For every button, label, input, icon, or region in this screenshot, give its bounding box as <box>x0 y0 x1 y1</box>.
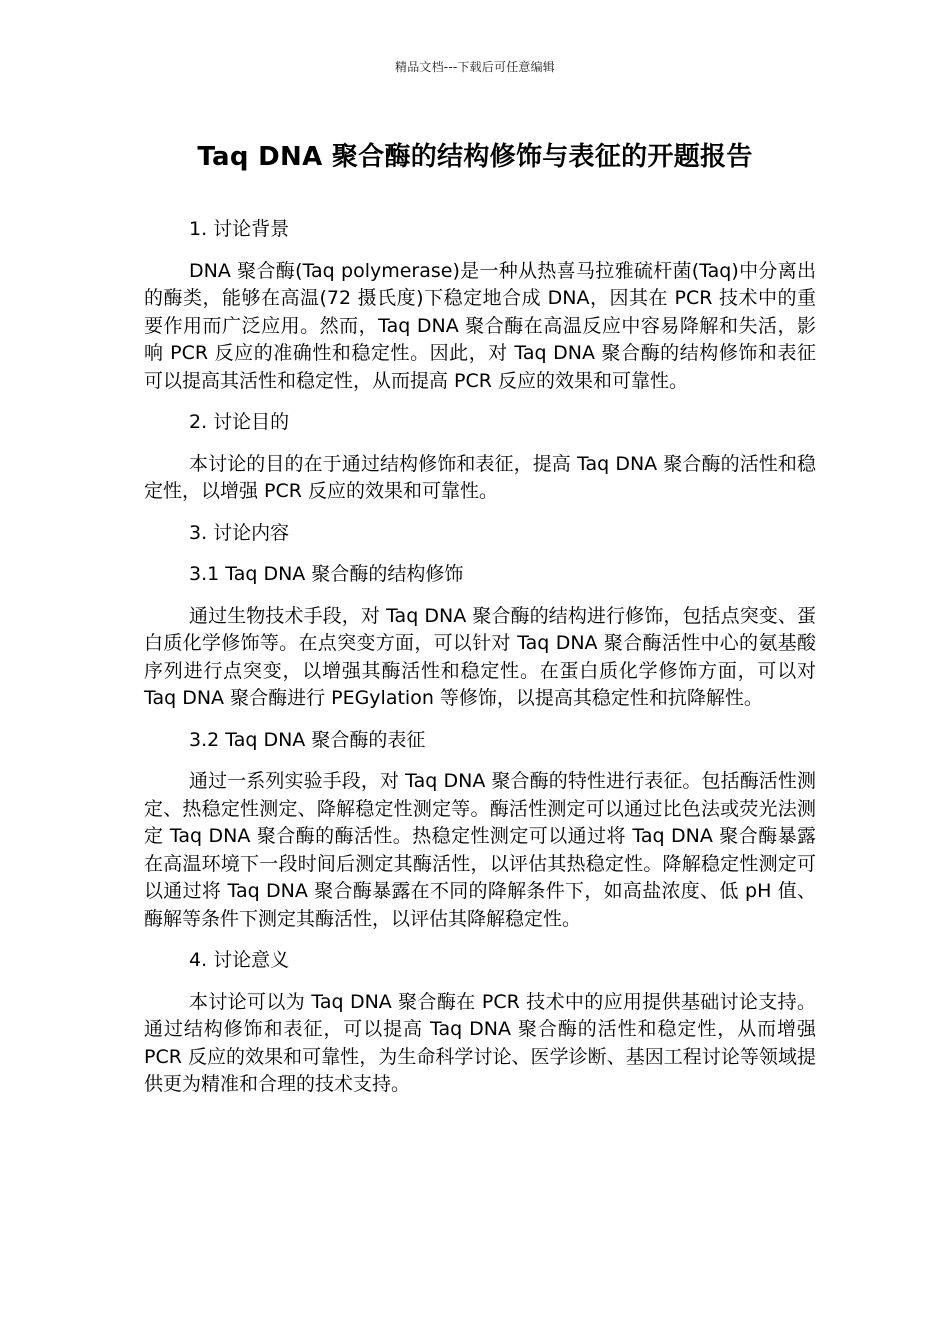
section-heading-structure-modification: 3.1 Taq DNA 聚合酶的结构修饰 <box>189 563 464 585</box>
header-note: 精品文档---下载后可任意编辑 <box>395 60 555 74</box>
section-heading-characterization: 3.2 Taq DNA 聚合酶的表征 <box>189 728 426 751</box>
section-paragraph-background: DNA 聚合酶(Taq polymerase)是一种从热喜马拉雅硫杆菌(Taq)中分离出的酶类，能够在高温(72 摄氏度)下稳定地合成 DNA，因其在 PCR 技术中的重要作用而广泛应用。然而，Taq DNA 聚合酶在高温反应中容易降解和失活，影响 PCR 反应的准确性和稳定性。因此，对 Taq DNA 聚合酶的结构修饰和表征可以提高其活性和稳定性，从而提高 PCR 反应的效果和可靠性。 <box>144 259 816 392</box>
section-paragraph-significance: 本讨论可以为 Taq DNA 聚合酶在 PCR 技术中的应用提供基础讨论支持。通过结构修饰和表征，可以提高 Taq DNA 聚合酶的活性和稳定性，从而增强 PCR 反应的效果和可靠性，为生命科学讨论、医学诊断、基因工程讨论等领域提供更为精准和合理的技术支持。 <box>144 990 816 1095</box>
section-heading-purpose: 2. 讨论目的 <box>189 411 290 433</box>
section-heading-significance: 4. 讨论意义 <box>189 949 290 971</box>
document-title: Taq DNA 聚合酶的结构修饰与表征的开题报告 <box>197 142 753 172</box>
document-body <box>144 216 816 1113</box>
section-heading-background: 1. 讨论背景 <box>189 218 290 240</box>
section-paragraph-characterization: 通过一系列实验手段，对 Taq DNA 聚合酶的特性进行表征。包括酶活性测定、热稳定性测定、降解稳定性测定等。酶活性测定可以通过比色法或荧光法测定 Taq DNA 聚合酶的酶活性。热稳定性测定可以通过将 Taq DNA 聚合酶暴露在高温环境下一段时间后测定其酶活性，以评估其热稳定性。降解稳定性测定可以通过将 Taq DNA 聚合酶暴露在不同的降解条件下，如高盐浓度、低 pH 值、酶解等条件下测定其酶活性，以评估其降解稳定性。 <box>144 770 816 930</box>
section-heading-content: 3. 讨论内容 <box>189 521 290 544</box>
section-paragraph-purpose: 本讨论的目的在于通过结构修饰和表征，提高 Taq DNA 聚合酶的活性和稳定性，以增强 PCR 反应的效果和可靠性。 <box>144 452 816 502</box>
section-paragraph-structure-modification: 通过生物技术手段，对 Taq DNA 聚合酶的结构进行修饰，包括点突变、蛋白质化学修饰等。在点突变方面，可以针对 Taq DNA 聚合酶活性中心的氨基酸序列进行点突变，以增强其酶活性和稳定性。在蛋白质化学修饰方面，可以对 Taq DNA 聚合酶进行 PEGylation 等修饰，以提高其稳定性和抗降解性。 <box>144 604 816 709</box>
